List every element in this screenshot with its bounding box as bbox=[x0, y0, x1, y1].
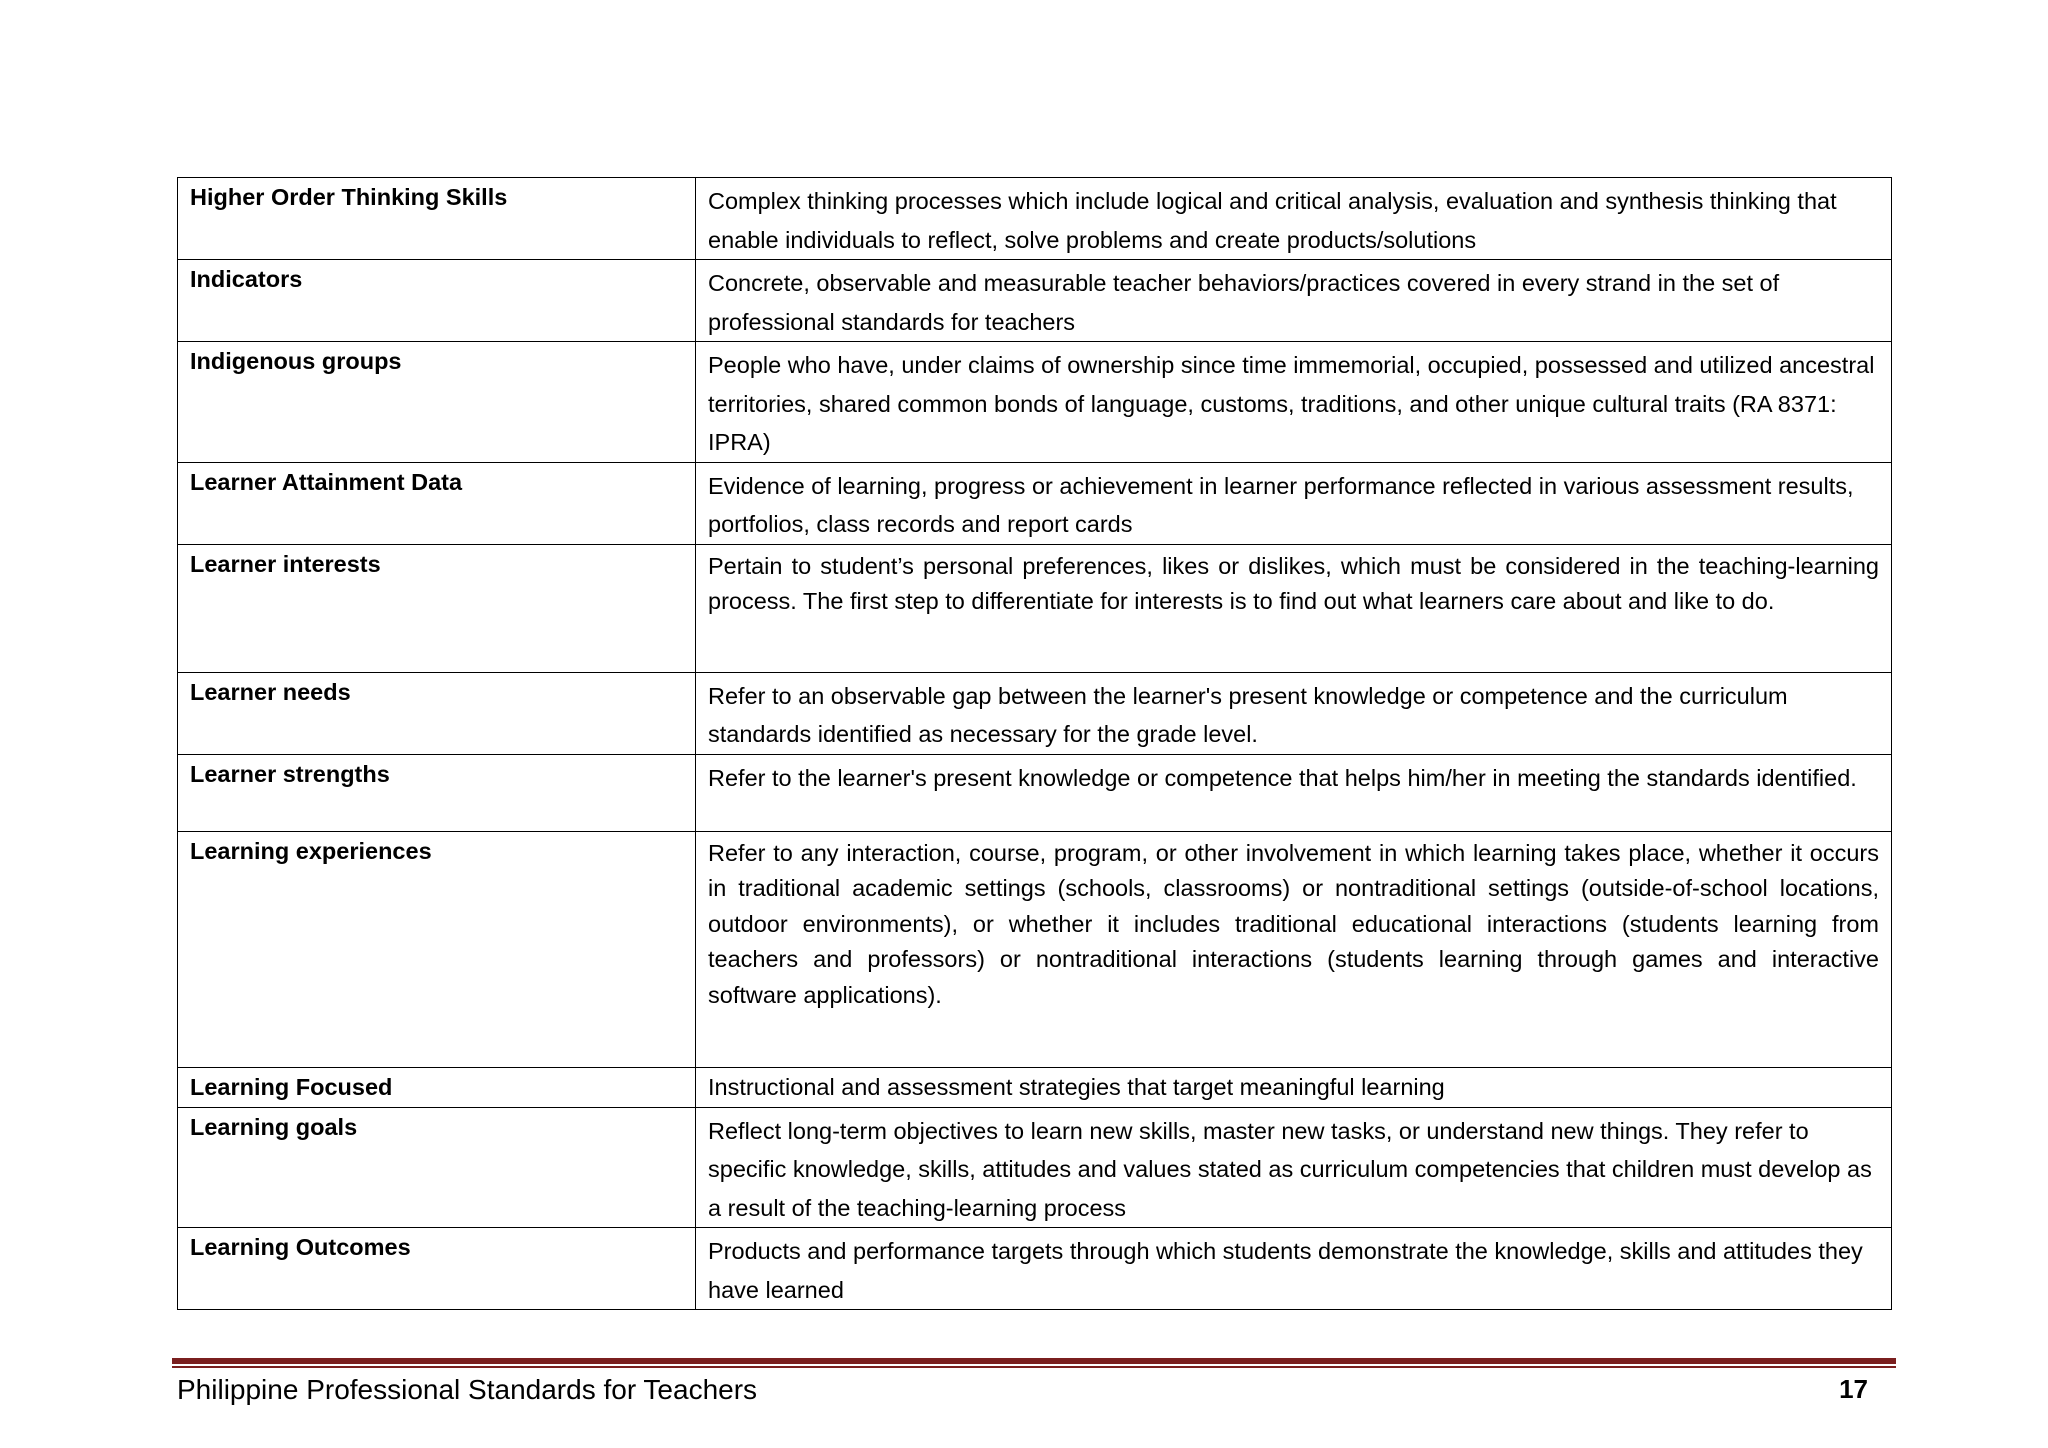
table-row bbox=[178, 754, 1892, 831]
glossary-definition: Complex thinking processes which include logical and critical analysis, evaluation and synthesis thinking that enable individuals to reflect, solve problems and create products/solutions bbox=[696, 178, 1892, 260]
table-row bbox=[178, 544, 1892, 672]
table-row bbox=[178, 1228, 1892, 1310]
table-row bbox=[178, 342, 1892, 463]
glossary-definition: Refer to any interaction, course, program, or other involvement in which learning takes place, whether it occurs in traditional academic settings (schools, classrooms) or nontraditional settings (outside-of-school locations, outdoor environments), or whether it includes traditional educational interactions (students learning from teachers and professors) or nontraditional interactions (students learning through games and interactive software applications). bbox=[696, 831, 1892, 1067]
footer-divider-thick bbox=[172, 1358, 1896, 1364]
glossary-definition: Reflect long-term objectives to learn new skills, master new tasks, or understand new things. They refer to specific knowledge, skills, attitudes and values stated as curriculum competencies that children must develop as a result of the teaching-learning process bbox=[696, 1107, 1892, 1228]
glossary-term: Learning Focused bbox=[178, 1067, 696, 1107]
table-row bbox=[178, 831, 1892, 1067]
table-row bbox=[178, 260, 1892, 342]
glossary-table bbox=[177, 177, 1892, 1310]
glossary-term: Learner Attainment Data bbox=[178, 462, 696, 544]
glossary-term: Learner needs bbox=[178, 672, 696, 754]
table-row bbox=[178, 1107, 1892, 1228]
glossary-term: Learner strengths bbox=[178, 754, 696, 831]
footer-divider bbox=[172, 1358, 1896, 1368]
glossary-definition: People who have, under claims of ownership since time immemorial, occupied, possessed and utilized ancestral territories, shared common bonds of language, customs, traditions, and other unique cultural traits (RA 8371: IPRA) bbox=[696, 342, 1892, 463]
glossary-term: Indigenous groups bbox=[178, 342, 696, 463]
table-row bbox=[178, 1067, 1892, 1107]
footer-title: Philippine Professional Standards for Teachers bbox=[177, 1374, 758, 1405]
table-row bbox=[178, 672, 1892, 754]
glossary-term: Learning Outcomes bbox=[178, 1228, 696, 1310]
glossary-definition: Products and performance targets through which students demonstrate the knowledge, skills and attitudes they have learned bbox=[696, 1228, 1892, 1310]
glossary-definition: Instructional and assessment strategies that target meaningful learning bbox=[696, 1067, 1892, 1107]
glossary-definition: Refer to an observable gap between the learner's present knowledge or competence and the curriculum standards identified as necessary for the grade level. bbox=[696, 672, 1892, 754]
glossary-term: Learner interests bbox=[178, 544, 696, 672]
table-row bbox=[178, 178, 1892, 260]
page-number: 17 bbox=[1839, 1374, 1868, 1404]
glossary-definition: Concrete, observable and measurable teacher behaviors/practices covered in every strand in the set of professional standards for teachers bbox=[696, 260, 1892, 342]
glossary-term: Indicators bbox=[178, 260, 696, 342]
glossary-definition: Pertain to student’s personal preferences, likes or dislikes, which must be considered in the teaching-learning process. The first step to differentiate for interests is to find out what learners care about and like to do. bbox=[696, 544, 1892, 672]
footer-divider-thin bbox=[172, 1366, 1896, 1368]
glossary-term: Higher Order Thinking Skills bbox=[178, 178, 696, 260]
glossary-term: Learning goals bbox=[178, 1107, 696, 1228]
glossary-definition: Evidence of learning, progress or achievement in learner performance reflected in various assessment results, portfolios, class records and report cards bbox=[696, 462, 1892, 544]
glossary-term: Learning experiences bbox=[178, 831, 696, 1067]
glossary-definition: Refer to the learner's present knowledge or competence that helps him/her in meeting the standards identified. bbox=[696, 754, 1892, 831]
table-row bbox=[178, 462, 1892, 544]
